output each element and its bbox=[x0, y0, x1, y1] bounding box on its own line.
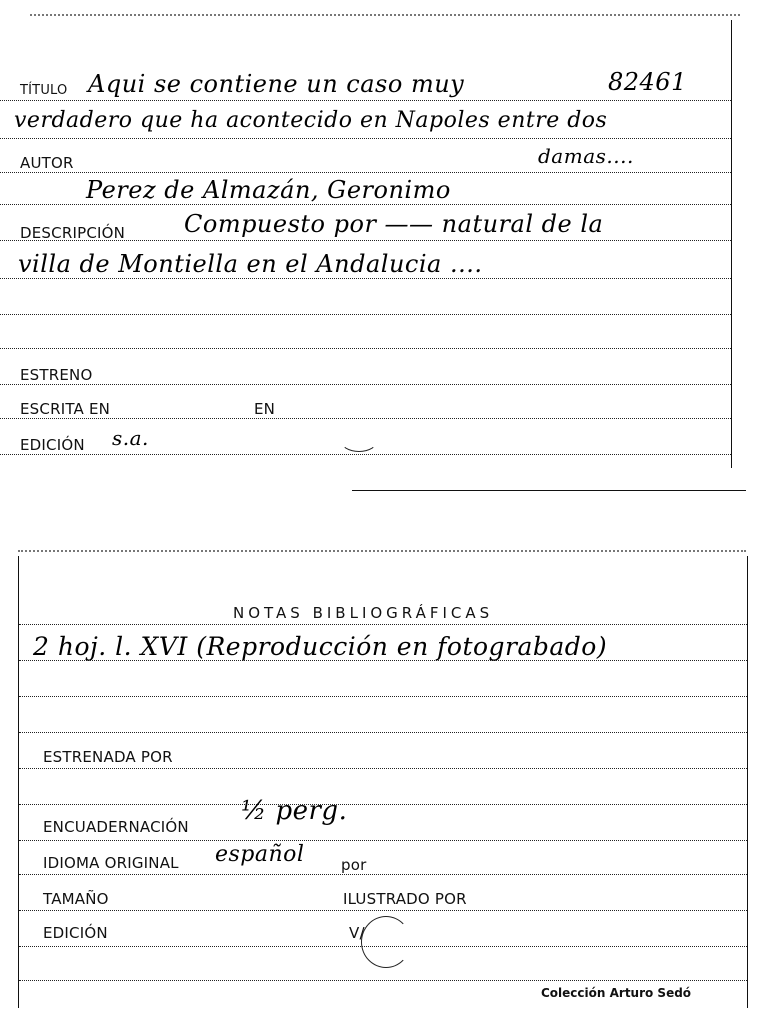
handwritten-description-line-2: villa de Montiella en el Andalucia .... bbox=[18, 250, 483, 278]
rule-line bbox=[0, 172, 731, 173]
top-card-torn-edge bbox=[30, 14, 740, 16]
label-v: V/ bbox=[349, 924, 365, 942]
rule-line bbox=[19, 768, 747, 769]
handwritten-title-line-3: damas.... bbox=[538, 144, 634, 168]
handwritten-author: Perez de Almazán, Geronimo bbox=[86, 176, 451, 204]
rule-line bbox=[19, 624, 747, 625]
rule-line bbox=[19, 732, 747, 733]
label-por: por bbox=[341, 856, 367, 874]
label-idioma-original: IDIOMA ORIGINAL bbox=[43, 854, 179, 872]
label-estreno: ESTRENO bbox=[20, 366, 93, 384]
stamp-arc-mark bbox=[340, 428, 378, 452]
rule-line bbox=[19, 980, 747, 981]
handwritten-bibliographic-notes: 2 hoj. l. XVI (Reproducción en fotograbado) bbox=[33, 632, 608, 661]
rule-line bbox=[0, 138, 731, 139]
rule-line bbox=[0, 454, 731, 455]
handwritten-binding: ½ perg. bbox=[241, 796, 348, 826]
rule-line bbox=[0, 314, 731, 315]
handwritten-catalog-number: 82461 bbox=[608, 68, 687, 96]
rule-line bbox=[0, 278, 731, 279]
label-edicion: EDICIÓN bbox=[20, 436, 85, 454]
rule-line bbox=[0, 100, 731, 101]
label-tamano: TAMAÑO bbox=[43, 890, 109, 908]
rule-line bbox=[0, 418, 731, 419]
rule-line bbox=[0, 204, 731, 205]
label-titulo: TÍTULO bbox=[20, 83, 68, 98]
rule-line bbox=[0, 348, 731, 349]
rule-line bbox=[19, 840, 747, 841]
handwritten-edition: s.a. bbox=[112, 426, 149, 450]
label-escrita-en: ESCRITA EN bbox=[20, 400, 111, 418]
collection-footer: Colección Arturo Sedó bbox=[541, 986, 692, 1000]
stamp-circle-mark bbox=[361, 916, 411, 968]
catalog-card-bottom bbox=[18, 556, 748, 1008]
label-encuadernacion: ENCUADERNACIÓN bbox=[43, 818, 189, 836]
rule-line bbox=[19, 910, 747, 911]
handwritten-title-line-1: Aqui se contiene un caso muy bbox=[88, 70, 465, 98]
bottom-card-torn-edge bbox=[18, 550, 746, 552]
label-en: EN bbox=[254, 400, 276, 418]
catalog-card-top bbox=[0, 20, 732, 468]
notas-bibliograficas-heading: NOTAS BIBLIOGRÁFICAS bbox=[233, 604, 494, 622]
rule-line bbox=[19, 804, 747, 805]
rule-line bbox=[0, 384, 731, 385]
card-edge-line bbox=[352, 490, 746, 491]
handwritten-description-line-1: Compuesto por —— natural de la bbox=[184, 210, 604, 238]
handwritten-language: español bbox=[215, 842, 305, 867]
label-edicion-bottom: EDICIÓN bbox=[43, 924, 108, 942]
label-ilustrado-por: ILUSTRADO POR bbox=[343, 890, 467, 908]
rule-line bbox=[19, 874, 747, 875]
label-autor: AUTOR bbox=[20, 154, 74, 172]
label-descripcion: DESCRIPCIÓN bbox=[20, 224, 126, 242]
handwritten-title-line-2: verdadero que ha acontecido en Napoles entre dos bbox=[14, 108, 608, 133]
label-estrenada-por: ESTRENADA POR bbox=[43, 748, 173, 766]
rule-line bbox=[19, 696, 747, 697]
